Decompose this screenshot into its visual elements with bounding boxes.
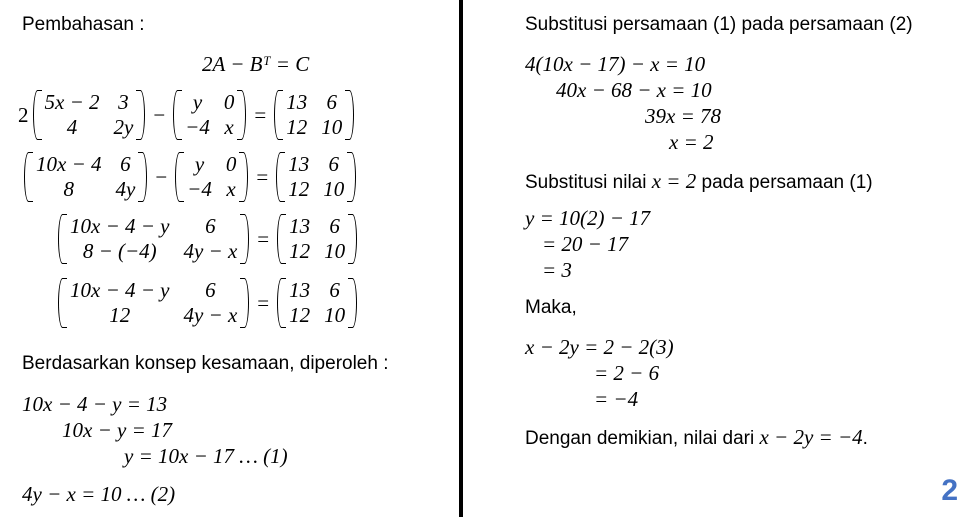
- matrix-cell: 13: [288, 152, 310, 176]
- matrix-cell: −4: [185, 115, 210, 139]
- left-parenthesis: [58, 278, 67, 328]
- matrix-cell: 10: [323, 177, 345, 201]
- right-parenthesis: [348, 278, 357, 328]
- matrix-cell: 8 − (−4): [82, 239, 157, 263]
- matrix-cell: 0: [223, 90, 235, 114]
- sub-line-3: 39x = 78: [645, 104, 721, 128]
- matrix-cell: 6: [328, 152, 339, 176]
- y-line-3: = 3: [542, 258, 572, 282]
- right-parenthesis: [240, 214, 249, 264]
- matrix-cell: 6: [205, 278, 216, 302]
- matrix-c: [277, 214, 357, 264]
- matrix-cell: 8: [63, 177, 74, 201]
- matrix-cell: 10: [321, 115, 343, 139]
- right-parenthesis: [240, 278, 249, 328]
- y-line-2: = 20 − 17: [542, 232, 629, 256]
- final-line-1: x − 2y = 2 − 2(3): [525, 335, 674, 359]
- matrix-cell: 2y: [113, 115, 134, 139]
- matrix-cell: 13: [286, 90, 308, 114]
- equation-line-3: y = 10x − 17 … (1): [124, 444, 288, 468]
- minus-sign: −: [153, 102, 166, 127]
- matrix-cell: x: [224, 115, 234, 139]
- matrix-cell: 12: [288, 177, 310, 201]
- right-parenthesis: [136, 90, 145, 140]
- matrix-a: [33, 90, 146, 140]
- left-parenthesis: [277, 214, 286, 264]
- concept-text: Berdasarkan konsep kesamaan, diperoleh :: [22, 353, 389, 374]
- left-parenthesis: [24, 152, 33, 202]
- matrix-cell: 6: [120, 152, 131, 176]
- matrix-cell: 12: [109, 303, 131, 327]
- matrix-equation-step: [18, 90, 354, 140]
- matrix-cell: 4: [66, 115, 78, 139]
- matrix-cell: −4: [187, 177, 212, 201]
- matrix-cell: 12: [289, 239, 311, 263]
- matrix-cell: 10: [324, 239, 346, 263]
- left-parenthesis: [277, 278, 286, 328]
- heading-pembahasan: Pembahasan :: [22, 14, 145, 35]
- matrix-cell: 10x − 4: [36, 152, 102, 176]
- matrix-cell: y: [194, 152, 205, 176]
- matrix-c: [277, 278, 357, 328]
- conclusion: [525, 425, 868, 450]
- left-parenthesis: [274, 90, 283, 140]
- matrix-c: [274, 90, 354, 140]
- matrix-cell: x: [226, 177, 236, 201]
- sub2-math: x = 2: [651, 169, 697, 193]
- sub2-prefix: Substitusi nilai: [525, 172, 652, 193]
- left-parenthesis: [276, 152, 285, 202]
- substitution-x-heading: [525, 169, 873, 194]
- matrix-equation-step: [58, 278, 357, 328]
- left-parenthesis: [175, 152, 184, 202]
- matrix-cell: 13: [289, 278, 311, 302]
- matrix-cell: 10x − 4 − y: [70, 278, 170, 302]
- left-parenthesis: [173, 90, 182, 140]
- sub-line-1: 4(10x − 17) − x = 10: [525, 52, 706, 76]
- right-parenthesis: [138, 152, 147, 202]
- matrix-cell: 10: [324, 303, 346, 327]
- matrix-cell: 6: [329, 278, 340, 302]
- matrix-cell: 6: [326, 90, 337, 114]
- matrix-a: [24, 152, 147, 202]
- matrix-cell: 6: [205, 214, 216, 238]
- left-parenthesis: [58, 214, 67, 264]
- matrix-cell: 4y − x: [183, 239, 238, 263]
- equals-sign: =: [256, 164, 269, 189]
- matrix-cell: 4y − x: [183, 303, 238, 327]
- conclusion-math: x − 2y = −4: [759, 425, 863, 449]
- y-line-1: y = 10(2) − 17: [525, 206, 651, 230]
- scalar-coefficient: 2: [18, 102, 29, 127]
- matrix-cell: 6: [329, 214, 340, 238]
- equals-sign: =: [257, 226, 270, 251]
- equation-line-1: 10x − 4 − y = 13: [22, 392, 168, 416]
- substitution-heading: Substitusi persamaan (1) pada persamaan (2): [525, 14, 913, 35]
- equals-sign: =: [257, 290, 270, 315]
- right-parenthesis: [348, 214, 357, 264]
- right-parenthesis: [237, 90, 246, 140]
- minus-sign: −: [155, 164, 168, 189]
- maka-label: Maka,: [525, 297, 577, 318]
- matrix-a: [58, 278, 249, 328]
- sub-line-4: x = 2: [669, 130, 714, 154]
- matrix-cell: 5x − 2: [44, 90, 100, 114]
- matrix-b-transpose: [173, 90, 246, 140]
- matrix-cell: 12: [286, 115, 308, 139]
- sub2-suffix: pada persamaan (1): [696, 172, 873, 193]
- matrix-cell: 3: [118, 90, 129, 114]
- equation-line-2: 10x − y = 17: [62, 418, 172, 442]
- matrix-b-transpose: [175, 152, 248, 202]
- matrix-cell: 13: [289, 214, 311, 238]
- equation-line-4: 4y − x = 10 … (2): [22, 482, 176, 506]
- left-parenthesis: [33, 90, 42, 140]
- matrix-equation-step: [24, 152, 356, 202]
- matrix-equation-step: [58, 214, 357, 264]
- matrix-cell: 0: [225, 152, 237, 176]
- right-parenthesis: [239, 152, 248, 202]
- final-line-3: = −4: [594, 387, 639, 411]
- matrix-cell: y: [192, 90, 203, 114]
- conclusion-prefix: Dengan demikian, nilai dari: [525, 428, 760, 449]
- matrix-cell: 10x − 4 − y: [70, 214, 170, 238]
- right-parenthesis: [345, 90, 354, 140]
- page-number: 2: [941, 474, 958, 507]
- sub-line-2: 40x − 68 − x = 10: [556, 78, 712, 102]
- equals-sign: =: [254, 102, 267, 127]
- final-line-2: = 2 − 6: [594, 361, 660, 385]
- matrix-cell: 12: [289, 303, 311, 327]
- matrix-cell: 4y: [115, 177, 136, 201]
- matrix-a: [58, 214, 249, 264]
- conclusion-suffix: .: [862, 428, 868, 449]
- main-equation: 2A − Bᵀ = C: [202, 52, 310, 76]
- right-parenthesis: [347, 152, 356, 202]
- matrix-c: [276, 152, 356, 202]
- column-divider: [459, 0, 463, 517]
